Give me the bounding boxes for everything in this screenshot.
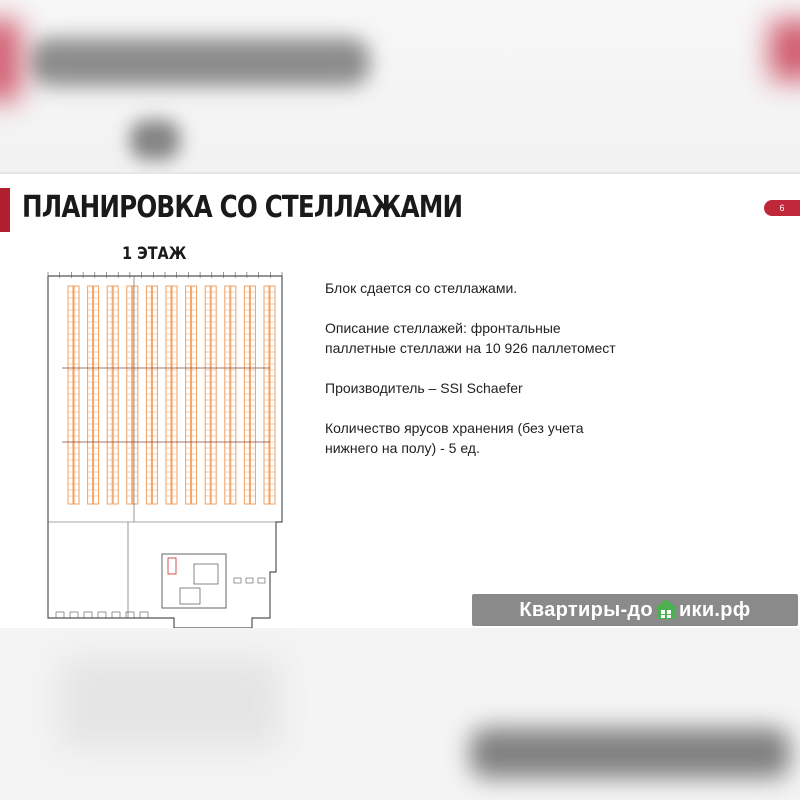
blurred-accent-right	[770, 20, 800, 80]
dock-door	[126, 612, 134, 618]
blurred-background-top	[0, 0, 800, 172]
rack-bay	[74, 286, 79, 504]
rack-bay	[225, 286, 230, 504]
rack-bay	[172, 286, 177, 504]
title-accent-bar	[0, 188, 10, 232]
building-outline	[48, 276, 282, 628]
dock-door	[84, 612, 92, 618]
rack-bay	[166, 286, 171, 504]
dock-door	[56, 612, 64, 618]
dock-door	[112, 612, 120, 618]
office-room	[194, 564, 218, 584]
paragraph-manufacturer: Производитель – SSI Schaefer	[325, 380, 523, 396]
slide-title: ПЛАНИРОВКА СО СТЕЛЛАЖАМИ	[22, 190, 463, 225]
stair-core	[168, 558, 176, 574]
rack-bay	[264, 286, 269, 504]
dock-door	[234, 578, 241, 583]
blurred-accent-left	[0, 20, 20, 100]
floor-label: 1 ЭТАЖ	[122, 244, 187, 264]
rack-bay	[127, 286, 132, 504]
rack-bay	[68, 286, 73, 504]
blurred-footer	[470, 728, 790, 778]
rack-bay	[107, 286, 112, 504]
site-watermark	[472, 594, 798, 626]
dock-door	[140, 612, 148, 618]
rack-bay	[250, 286, 255, 504]
blurred-heading	[30, 38, 370, 86]
presentation-slide	[0, 172, 800, 630]
rack-bay	[211, 286, 216, 504]
dock-door	[98, 612, 106, 618]
rack-bay	[186, 286, 191, 504]
dock-door	[70, 612, 78, 618]
rack-bay	[244, 286, 249, 504]
watermark-text-end: ики.рф	[678, 599, 751, 621]
paragraph-tiers: Количество ярусов хранения (без учета нижнего на полу) - 5 ед.	[325, 420, 584, 456]
rack-bay	[192, 286, 197, 504]
rack-bay	[152, 286, 157, 504]
watermark-text-start: Квартиры-до	[519, 599, 653, 621]
rack-bay	[133, 286, 138, 504]
blurred-shape	[130, 120, 180, 160]
blurred-shape	[60, 658, 280, 748]
paragraph-rent: Блок сдается со стеллажами.	[325, 280, 518, 296]
warehouse-floor-plan	[44, 272, 286, 628]
dock-door	[258, 578, 265, 583]
rack-bay	[146, 286, 151, 504]
rack-bay	[94, 286, 99, 504]
page-number-badge: 6	[764, 200, 800, 216]
paragraph-racks: Описание стеллажей: фронтальные паллетные стеллажи на 10 926 паллетомест	[325, 320, 616, 356]
office-room	[180, 588, 200, 604]
description-text	[325, 278, 625, 478]
dock-door	[246, 578, 253, 583]
blurred-background-bottom	[0, 628, 800, 800]
rack-bay	[231, 286, 236, 504]
rack-bay	[113, 286, 118, 504]
rack-bay	[270, 286, 275, 504]
house-icon	[653, 598, 679, 620]
rack-bay	[88, 286, 93, 504]
rack-bay	[205, 286, 210, 504]
